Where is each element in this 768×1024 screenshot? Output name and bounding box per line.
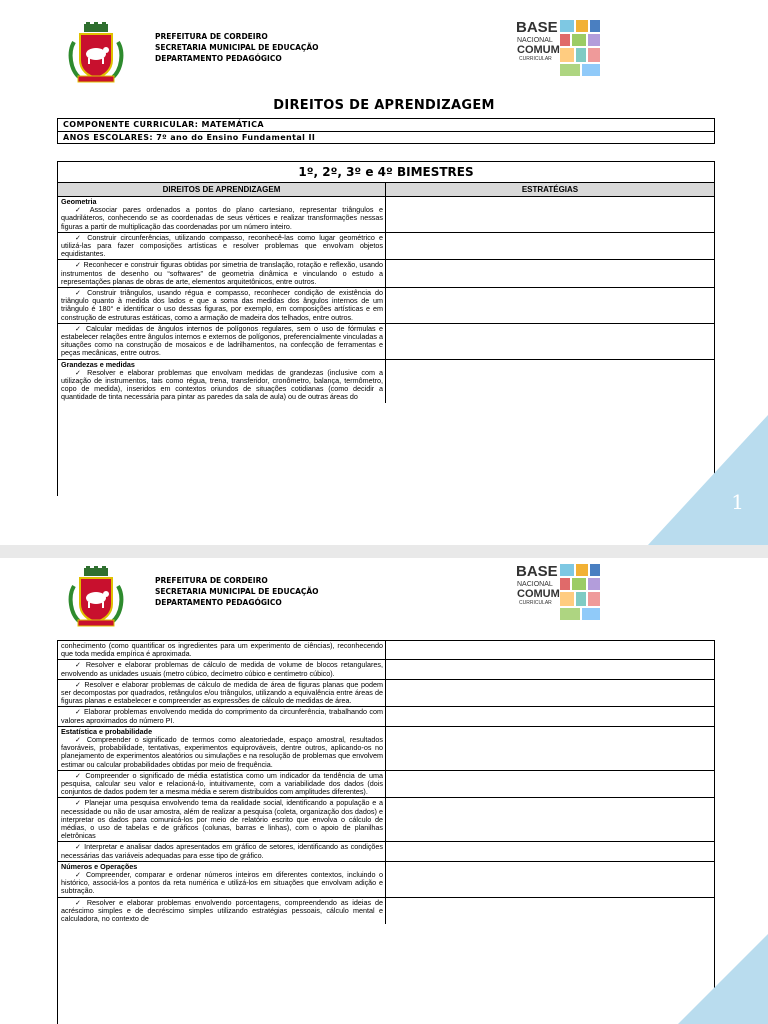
learning-right-text: ✓ Compreender, comparar e ordenar números inteiros em diferentes contextos, incluindo o histórico, associá-los a pontos da reta numérica e utilizá-los em situações que envolvam adição e subtração. xyxy=(61,870,383,896)
strategy-cell xyxy=(386,862,714,897)
table-row xyxy=(58,197,714,233)
table-row xyxy=(58,842,714,861)
learning-right-text: ✓ Compreender o significado de média estatística como um indicador da tendência de uma pesquisa, calcular seu valor e relacioná-lo, intuitivamente, com a variabilidade dos dados (dois conjuntos de dados podem ter a mesma média e serem distribuídos com amplitudes diferentes). xyxy=(61,770,383,797)
table-row xyxy=(58,707,714,726)
table-row xyxy=(58,798,714,842)
logo-word-1: BASE xyxy=(516,19,558,36)
strategy-cell xyxy=(386,707,714,725)
table-row xyxy=(58,680,714,708)
strategy-cell xyxy=(386,680,714,707)
learning-right-text: ✓ Reconhecer e construir figuras obtidas por simetria de translação, rotação e reflexão, usando instrumentos de desenho ou “softwares” de geometria dinâmica e vinculando o estudo a representações planas de obras de arte, elementos arquitetônicos, entre outros. xyxy=(61,260,383,286)
learning-right-text: ✓ Resolver e elaborar problemas de cálculo de medida de área de figuras planas que podem ser decompostas por quadrados, retângulos e/ou triângulos, utilizando a equivalência entre áreas de figuras planas e estabelecer e compreender as expressões de cálculo de medidas de área. xyxy=(61,679,383,706)
bncc-logo-icon xyxy=(514,562,602,624)
organization-header xyxy=(155,575,319,608)
org-line-1: PREFEITURA DE CORDEIRO xyxy=(155,576,268,585)
strategy-cell xyxy=(386,771,714,798)
page-corner-decoration-icon xyxy=(648,934,768,1024)
learning-right-text: ✓ Interpretar e analisar dados apresentados em gráfico de setores, identificando as condições necessárias das variáveis adequadas para esse tipo de gráfico. xyxy=(61,842,383,860)
document-page-2 xyxy=(0,558,768,1024)
table-row xyxy=(58,727,714,771)
org-line-3: DEPARTAMENTO PEDAGÓGICO xyxy=(155,54,282,63)
strategy-cell xyxy=(386,260,714,287)
organization-header xyxy=(155,31,319,64)
strategy-cell xyxy=(386,197,714,232)
learning-right-text: conhecimento (como quantificar os ingredientes para um experimento de ciências), reconhecendo que toda medida empírica é aproximada. xyxy=(61,641,383,659)
column-header-direitos: DIREITOS DE APRENDIZAGEM xyxy=(58,183,386,196)
bncc-logo-icon xyxy=(514,18,602,80)
learning-rights-table xyxy=(57,161,715,496)
strategy-cell xyxy=(386,324,714,359)
learning-right-text: ✓ Construir triângulos, usando régua e compasso, reconhecer condição de existência do triângulo quanto à medida dos lados e que a soma das medidas dos ângulos internos de um triângulo é 180° e identificar o uso dessas figuras, por exemplo, em composições artísticas e em construção de estruturas estáticas, como a armação de madeira dos telhados, entre outros. xyxy=(61,288,383,322)
strategy-cell xyxy=(386,660,714,678)
table-row xyxy=(58,260,714,288)
page-gap xyxy=(0,545,768,558)
strategy-cell xyxy=(386,288,714,323)
table-row xyxy=(58,898,714,925)
org-line-3: DEPARTAMENTO PEDAGÓGICO xyxy=(155,598,282,607)
org-line-2: SECRETARIA MUNICIPAL DE EDUCAÇÃO xyxy=(155,43,319,52)
table-row xyxy=(58,233,714,261)
logo-word-4: CURRICULAR xyxy=(519,600,552,606)
page-corner-decoration-icon xyxy=(648,415,768,545)
table-row xyxy=(58,660,714,679)
bimestres-heading: 1º, 2º, 3º e 4º BIMESTRES xyxy=(58,162,714,183)
strategy-cell xyxy=(386,727,714,770)
learning-right-text: ✓ Calcular medidas de ângulos internos de polígonos regulares, sem o uso de fórmulas e estabelecer relações entre ângulos internos e externos de polígonos, preferencialmente vinculadas a situações como na construção de mosaicos e de ladrilhamentos, na confecção de ferramentas e peças mecânicas, entre outros. xyxy=(61,323,383,358)
table-row xyxy=(58,324,714,360)
table-header-row xyxy=(58,183,714,197)
table-row xyxy=(58,641,714,660)
page-number: 1 xyxy=(731,490,744,514)
table-row xyxy=(58,360,714,403)
learning-right-text: ✓ Associar pares ordenados a pontos do plano cartesiano, representar triângulos e quadriláteros, conhecendo se as coordenadas de seus vértices e realizar transformações nessas figuras a partir de multiplicação das coordenadas por um número inteiro. xyxy=(61,205,383,231)
table-row xyxy=(58,288,714,324)
logo-word-1: BASE xyxy=(516,563,558,580)
logo-word-3: COMUM xyxy=(517,44,560,56)
learning-right-text: ✓ Elaborar problemas envolvendo medida do comprimento da circunferência, trabalhando com valores aproximados do número PI. xyxy=(61,707,383,725)
section-numeros-operacoes: Números e Operações xyxy=(61,861,138,871)
learning-right-text: ✓ Compreender o significado de termos como aleatoriedade, espaço amostral, resultados favoráveis, probabilidade, tentativas, experimentos equiprováveis, dentre outros, aplicando-os no planejamento de experimentos aleatórios ou simulações e na resolução de problemas que envolvem estimar ou calcular probabilidades obtidas por meio de frequência. xyxy=(61,735,383,769)
logo-word-3: COMUM xyxy=(517,588,560,600)
section-geometria: Geometria xyxy=(61,197,97,206)
strategy-cell xyxy=(386,898,714,925)
strategy-cell xyxy=(386,233,714,260)
strategy-cell xyxy=(386,842,714,860)
cordeiro-coat-of-arms-icon xyxy=(66,566,126,628)
org-line-2: SECRETARIA MUNICIPAL DE EDUCAÇÃO xyxy=(155,587,319,596)
anos-escolares: ANOS ESCOLARES: 7º ano do Ensino Fundamental II xyxy=(58,131,714,143)
section-estatistica-probabilidade: Estatística e probabilidade xyxy=(61,726,153,736)
logo-word-2: NACIONAL xyxy=(517,37,553,44)
strategy-cell xyxy=(386,360,714,403)
learning-right-text: ✓ Resolver e elaborar problemas que envolvam medidas de grandezas (inclusive com a utilização de instrumentos, tais como régua, trena, transferidor, cronômetro, balança, termômetro, copo de medida), inseridos em contextos oriundos de situações cotidianas (como decidir a quantidade de tinta necessária para pintar as paredes da sala de aula) ou de outras áreas do xyxy=(61,367,383,402)
section-grandezas-medidas: Grandezas e medidas xyxy=(61,359,135,369)
learning-right-text: ✓ Construir circunferências, utilizando compasso, reconhecê-las como lugar geométrico e utilizá-las para fazer composições artísticas e resolver problemas que envolvam objetos equidistantes. xyxy=(61,232,383,259)
table-row xyxy=(58,862,714,898)
strategy-cell xyxy=(386,641,714,659)
page-title: DIREITOS DE APRENDIZAGEM xyxy=(273,98,495,113)
column-header-estrategias: ESTRATÉGIAS xyxy=(521,185,579,194)
learning-rights-table-continued xyxy=(57,640,715,1024)
org-line-1: PREFEITURA DE CORDEIRO xyxy=(155,32,268,41)
learning-right-text: ✓ Planejar uma pesquisa envolvendo tema da realidade social, identificando a população e a necessidade ou não de usar amostra, além de realizar a pesquisa (coleta, organização dos dados) e interpretar os dados para comunicá-los por meio de relatório escrito que envolva o cálculo de médias, o uso de tabelas e de gráficos (colunas, barras e linhas), com o apoio de planilhas eletrônicas xyxy=(61,798,383,841)
cordeiro-coat-of-arms-icon xyxy=(66,22,126,84)
componente-curricular: COMPONENTE CURRICULAR: MATEMÁTICA xyxy=(63,120,265,129)
table-row xyxy=(58,771,714,799)
learning-right-text: ✓ Resolver e elaborar problemas envolvendo porcentagens, compreendendo as ideias de acréscimo simples e de decréscimo simples utilizando estratégias pessoais, cálculo mental e calculadora, no contexto de xyxy=(61,897,383,924)
curriculum-info-box xyxy=(57,118,715,144)
logo-word-2: NACIONAL xyxy=(517,581,553,588)
logo-word-4: CURRICULAR xyxy=(519,56,552,62)
strategy-cell xyxy=(386,798,714,841)
learning-right-text: ✓ Resolver e elaborar problemas de cálculo de medida de volume de blocos retangulares, envolvendo as unidades usuais (metro cúbico, decímetro cúbico e centímetro cúbico). xyxy=(61,660,383,678)
